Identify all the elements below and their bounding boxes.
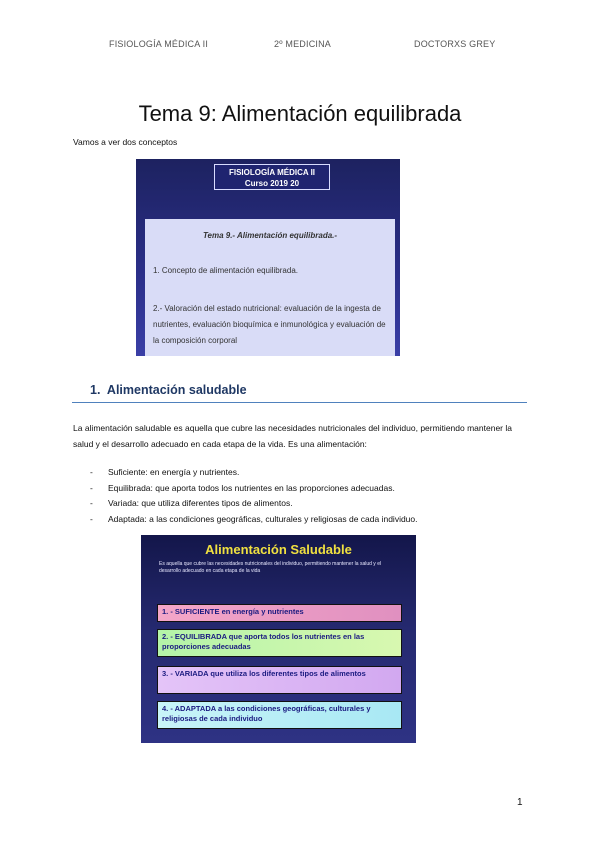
slide-image-alimentacion-saludable bbox=[141, 535, 416, 743]
slide1-item-2: 2.- Valoración del estado nutricional: evaluación de la ingesta de nutrientes, evaluación bioquímica e inmunológica y evaluación de la composición corporal bbox=[153, 304, 386, 345]
page-number: 1 bbox=[517, 797, 523, 808]
section-title: Alimentación saludable bbox=[106, 383, 247, 397]
section-paragraph: La alimentación saludable es aquella que cubre las necesidades nutricionales del individuo, permitiendo mantener la salud y el desarrollo adecuado en cada etapa de la vida. Es una alimentación: bbox=[73, 423, 512, 449]
section-number: 1. bbox=[90, 383, 101, 397]
slide2-box-3: 3. - VARIADA que utiliza los diferentes tipos de alimentos bbox=[157, 666, 402, 694]
header-course: 2º MEDICINA bbox=[274, 39, 331, 49]
slide2-box-2: 2. - EQUILIBRADA que aporta todos los nutrientes en las proporciones adecuadas bbox=[157, 629, 402, 657]
slide1-header-line1: FISIOLOGÍA MÉDICA II bbox=[228, 168, 316, 177]
slide1-content-panel bbox=[145, 219, 395, 356]
section-divider bbox=[72, 402, 527, 403]
list-item: - Variada: que utiliza diferentes tipos de alimentos. bbox=[90, 498, 293, 508]
list-item: - Suficiente: en energía y nutrientes. bbox=[90, 467, 240, 477]
intro-text: Vamos a ver dos conceptos bbox=[73, 137, 178, 147]
list-item: - Equilibrada: que aporta todos los nutrientes en las proporciones adecuadas. bbox=[90, 483, 395, 493]
slide2-box-1: 1. - SUFICIENTE en energía y nutrientes bbox=[157, 604, 402, 622]
slide2-title: Alimentación Saludable bbox=[205, 542, 352, 557]
slide1-header-box bbox=[214, 164, 330, 190]
slide1-subtitle: Tema 9.- Alimentación equilibrada.- bbox=[202, 231, 338, 240]
header-author: DOCTORXS GREY bbox=[414, 39, 496, 49]
slide1-header-line2: Curso 2019 20 bbox=[244, 179, 300, 188]
section-heading bbox=[90, 383, 247, 397]
slide2-box-4: 4. - ADAPTADA a las condiciones geográficas, culturales y religiosas de cada individuo bbox=[157, 701, 402, 729]
header-subject: FISIOLOGÍA MÉDICA II bbox=[109, 39, 209, 49]
slide1-item-1: 1. Concepto de alimentación equilibrada. bbox=[153, 266, 298, 275]
list-item: - Adaptada: a las condiciones geográficas, culturales y religiosas de cada individuo. bbox=[90, 514, 418, 524]
slide-image-tema9 bbox=[136, 159, 400, 356]
page-title: Tema 9: Alimentación equilibrada bbox=[138, 100, 462, 126]
slide2-subtitle: Es aquella que cubre las necesidades nutricionales del individuo, permitiendo mantener la salud y el desarrollo adecuado en cada etapa de la vida bbox=[159, 561, 382, 574]
